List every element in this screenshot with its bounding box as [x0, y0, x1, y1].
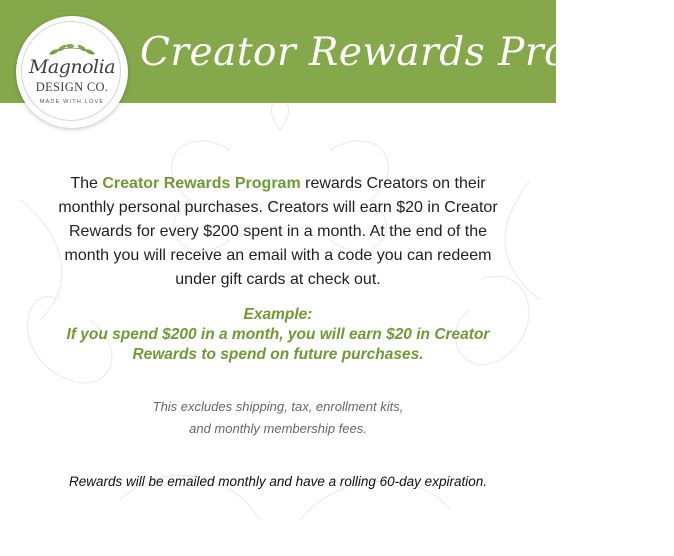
logo-wordmark: Magnolia	[28, 56, 116, 78]
brand-logo-badge	[16, 16, 128, 128]
exclusions-line-2: and monthly membership fees.	[189, 421, 367, 436]
intro-body: rewards Creators on their monthly personal purchases. Creators will earn $20 in Creator Rewards for every $200 spent in a month. At the end of the month you will receive an email with a code you can redeem under gift cards at check out.	[58, 175, 498, 288]
intro-lead: The	[70, 175, 103, 192]
page-title: Creator Rewards Program	[140, 30, 674, 75]
exclusions-note	[90, 396, 466, 440]
example-text: If you spend $200 in a month, you will earn $20 in Creator Rewards to spend on future purchases.	[66, 326, 490, 363]
example-label: Example:	[243, 306, 313, 323]
program-name-highlight: Creator Rewards Program	[102, 175, 301, 192]
exclusions-line-1: This excludes shipping, tax, enrollment kits,	[152, 399, 404, 414]
logo-tagline: MADE WITH LOVE	[39, 99, 105, 105]
logo-subtitle: DESIGN CO.	[35, 80, 109, 94]
expiration-note: Rewards will be emailed monthly and have a rolling 60-day expiration.	[69, 474, 487, 489]
example-block	[48, 305, 508, 365]
intro-paragraph	[48, 172, 508, 292]
